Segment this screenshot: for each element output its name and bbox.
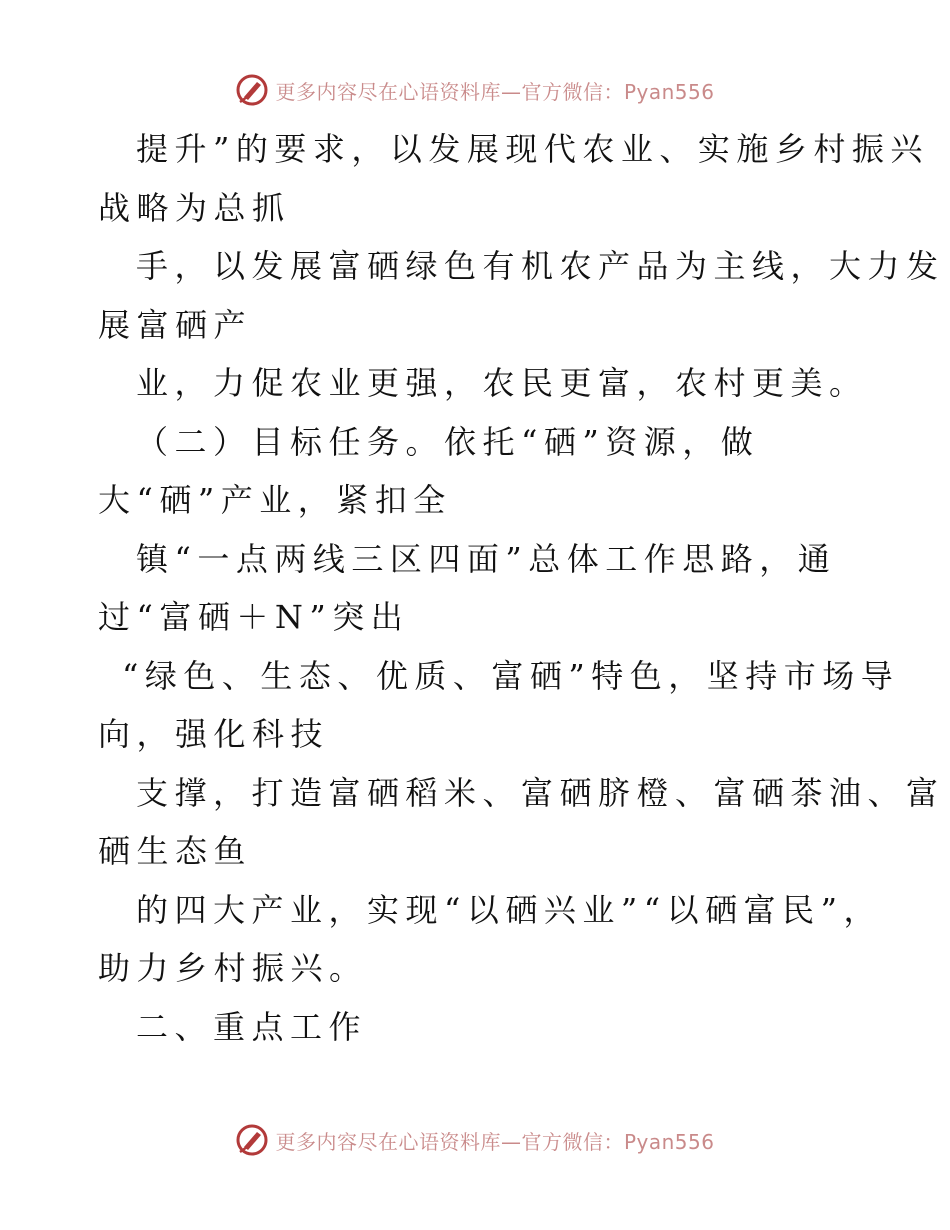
text-line: 助力乡村振兴。 — [98, 949, 368, 987]
text-line: “绿色、生态、优质、富硒”特色，坚持市场导 — [122, 656, 900, 695]
section-heading: 二、重点工作 — [136, 1007, 368, 1046]
text-line: 展富硒产 — [98, 305, 253, 344]
logo-icon — [235, 1123, 269, 1157]
footer-watermark — [0, 1120, 950, 1160]
text-line: 向，强化科技 — [98, 715, 330, 753]
text-line: 硒生态鱼 — [98, 832, 253, 870]
text-line: 镇“一点两线三区四面”总体工作思路，通 — [136, 539, 837, 578]
header-watermark — [0, 70, 950, 110]
text-line: 提升”的要求，以发展现代农业、实施乡村振兴 — [136, 130, 929, 168]
watermark-text: 更多内容尽在心语资料库—官方微信：Pyan556 — [275, 1129, 715, 1154]
text-line: 手，以发展富硒绿色有机农产品为主线，大力发 — [136, 247, 945, 285]
watermark-text: 更多内容尽在心语资料库—官方微信：Pyan556 — [275, 79, 715, 104]
text-line: （二）目标任务。依托“硒”资源，做 — [136, 422, 760, 461]
text-line: 的四大产业，实现“以硒兴业”“以硒富民”， — [136, 890, 882, 929]
text-line: 战略为总抓 — [98, 188, 291, 227]
text-line: 支撑，打造富硒稻米、富硒脐橙、富硒茶油、富 — [136, 773, 945, 812]
text-line: 过“富硒＋N”突出 — [98, 598, 410, 636]
document-body — [98, 120, 945, 1056]
text-line: 大“硒”产业，紧扣全 — [98, 481, 452, 519]
logo-icon — [235, 73, 269, 107]
text-line: 业，力促农业更强，农民更富，农村更美。 — [136, 364, 868, 402]
